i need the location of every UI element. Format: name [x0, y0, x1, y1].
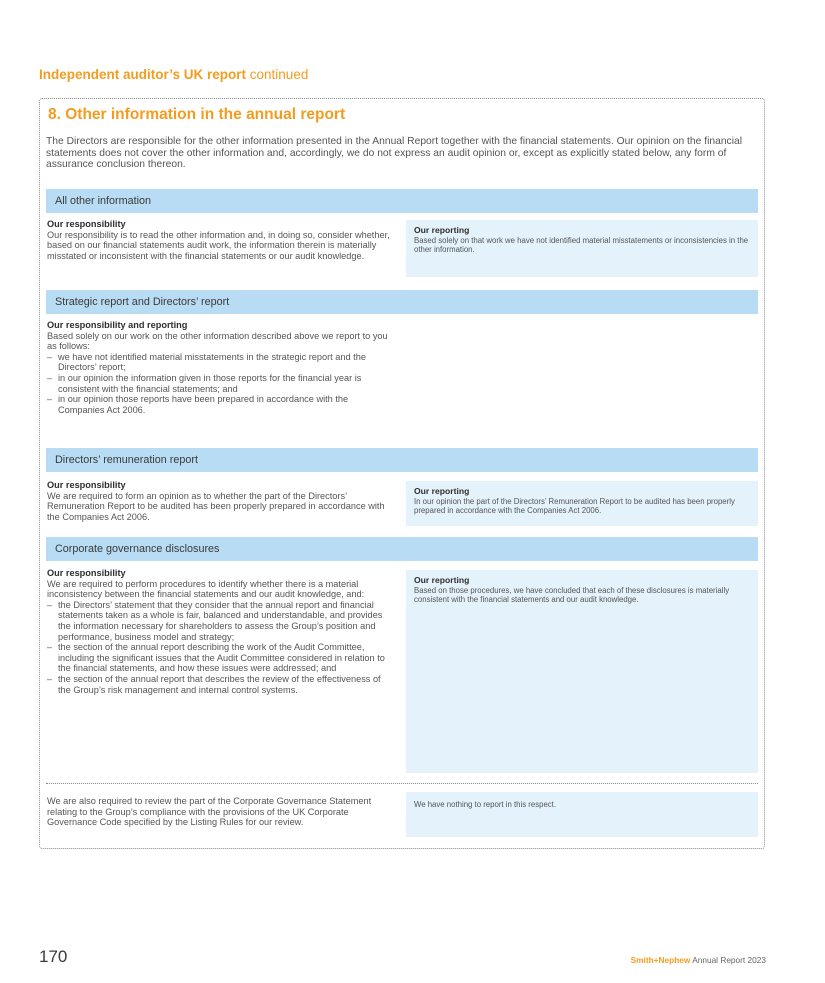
left-heading: Our responsibility: [47, 219, 126, 229]
reporting-box-corporate-governance: [406, 570, 758, 773]
right-text: We have nothing to report in this respect.: [414, 800, 557, 809]
brand-name: Smith+Nephew: [630, 955, 691, 965]
reporting-box-directors-remuneration: [406, 481, 758, 526]
bullet-list: [47, 352, 392, 416]
section-title: 8. Other information in the annual report: [48, 106, 346, 123]
right-text: Based solely on that work we have not identified material misstatements or inconsistencies in the other information.: [414, 235, 749, 255]
right-heading: Our reporting: [414, 225, 470, 235]
left-governance-code: We are also required to review the part of the Corporate Governance Statement relating to the Group’s compliance with the provisions of the UK Corporate Governance Code specified by the Listing Rules for our review.: [47, 796, 372, 828]
running-header-title: Independent auditor’s UK report: [39, 67, 247, 82]
left-all-other-information: [47, 219, 392, 261]
left-heading: Our responsibility: [47, 568, 126, 578]
left-strategic-report: [47, 320, 392, 415]
left-heading: Our responsibility: [47, 480, 126, 490]
left-corporate-governance: [47, 568, 392, 695]
left-text: Based solely on our work on the other information described above we report to you as follows:: [47, 330, 388, 352]
bar-strategic-report: Strategic report and Directors’ report: [46, 290, 758, 314]
list-item: – the Directors’ statement that they consider that the annual report and financial statements taken as a whole is fair, balanced and understandable, and provides the information necessary for shareholders to assess the Group’s position and performance, business model and strategy;: [47, 600, 392, 642]
left-text: We are required to perform procedures to identify whether there is a material inconsistency between the financial statements and our audit knowledge, and:: [47, 578, 365, 600]
report-name: Annual Report 2023: [692, 955, 766, 965]
left-directors-remuneration: [47, 480, 392, 522]
right-text: In our opinion the part of the Directors’ Remuneration Report to be audited has been properly prepared in accordance with the Companies Act 2006.: [414, 496, 735, 516]
list-item: – we have not identified material misstatements in the strategic report and the Directors’ report;: [47, 352, 392, 373]
dotted-divider: [46, 783, 758, 784]
left-text: Our responsibility is to read the other information and, in doing so, consider whether, based on our financial statements audit work, the information therein is materially misstated or inconsistent with the financial statements or our audit knowledge.: [47, 229, 390, 261]
reporting-box-governance-code: [406, 792, 758, 837]
right-heading: Our reporting: [414, 575, 470, 585]
bar-all-other-information: All other information: [46, 189, 758, 213]
reporting-box-all-other-information: [406, 220, 758, 277]
bar-directors-remuneration: Directors’ remuneration report: [46, 448, 758, 472]
section-intro: The Directors are responsible for the other information presented in the Annual Report together with the financial statements. Our opinion on the financial statements does not cover the other information and, accordingly, we do not express an audit opinion or, except as explicitly stated below, any form of assurance conclusion thereon.: [46, 136, 743, 171]
left-text: We are required to form an opinion as to whether the part of the Directors’ Remuneration Report to be audited has been properly prepared in accordance with the Companies Act 2006.: [47, 490, 385, 522]
right-heading: Our reporting: [414, 486, 470, 496]
list-item: – the section of the annual report describing the work of the Audit Committee, including the significant issues that the Audit Committee considered in relation to the financial statements, and how these issues were addressed; and: [47, 642, 392, 674]
bar-corporate-governance: Corporate governance disclosures: [46, 537, 758, 561]
list-item: – in our opinion the information given in those reports for the financial year is consistent with the financial statements; and: [47, 373, 392, 394]
footer: [631, 955, 766, 965]
right-text: Based on those procedures, we have concluded that each of these disclosures is materially consistent with the financial statements and our audit knowledge.: [414, 585, 730, 605]
page-number: 170: [39, 947, 68, 966]
list-item: – in our opinion those reports have been prepared in accordance with the Companies Act 2006.: [47, 394, 392, 415]
bullet-list: [47, 600, 392, 695]
running-header: [39, 67, 308, 82]
left-heading: Our responsibility and reporting: [47, 320, 188, 330]
list-item: – the section of the annual report that describes the review of the effectiveness of the Group’s risk management and internal control systems.: [47, 674, 392, 695]
running-header-continued: continued: [249, 67, 309, 82]
